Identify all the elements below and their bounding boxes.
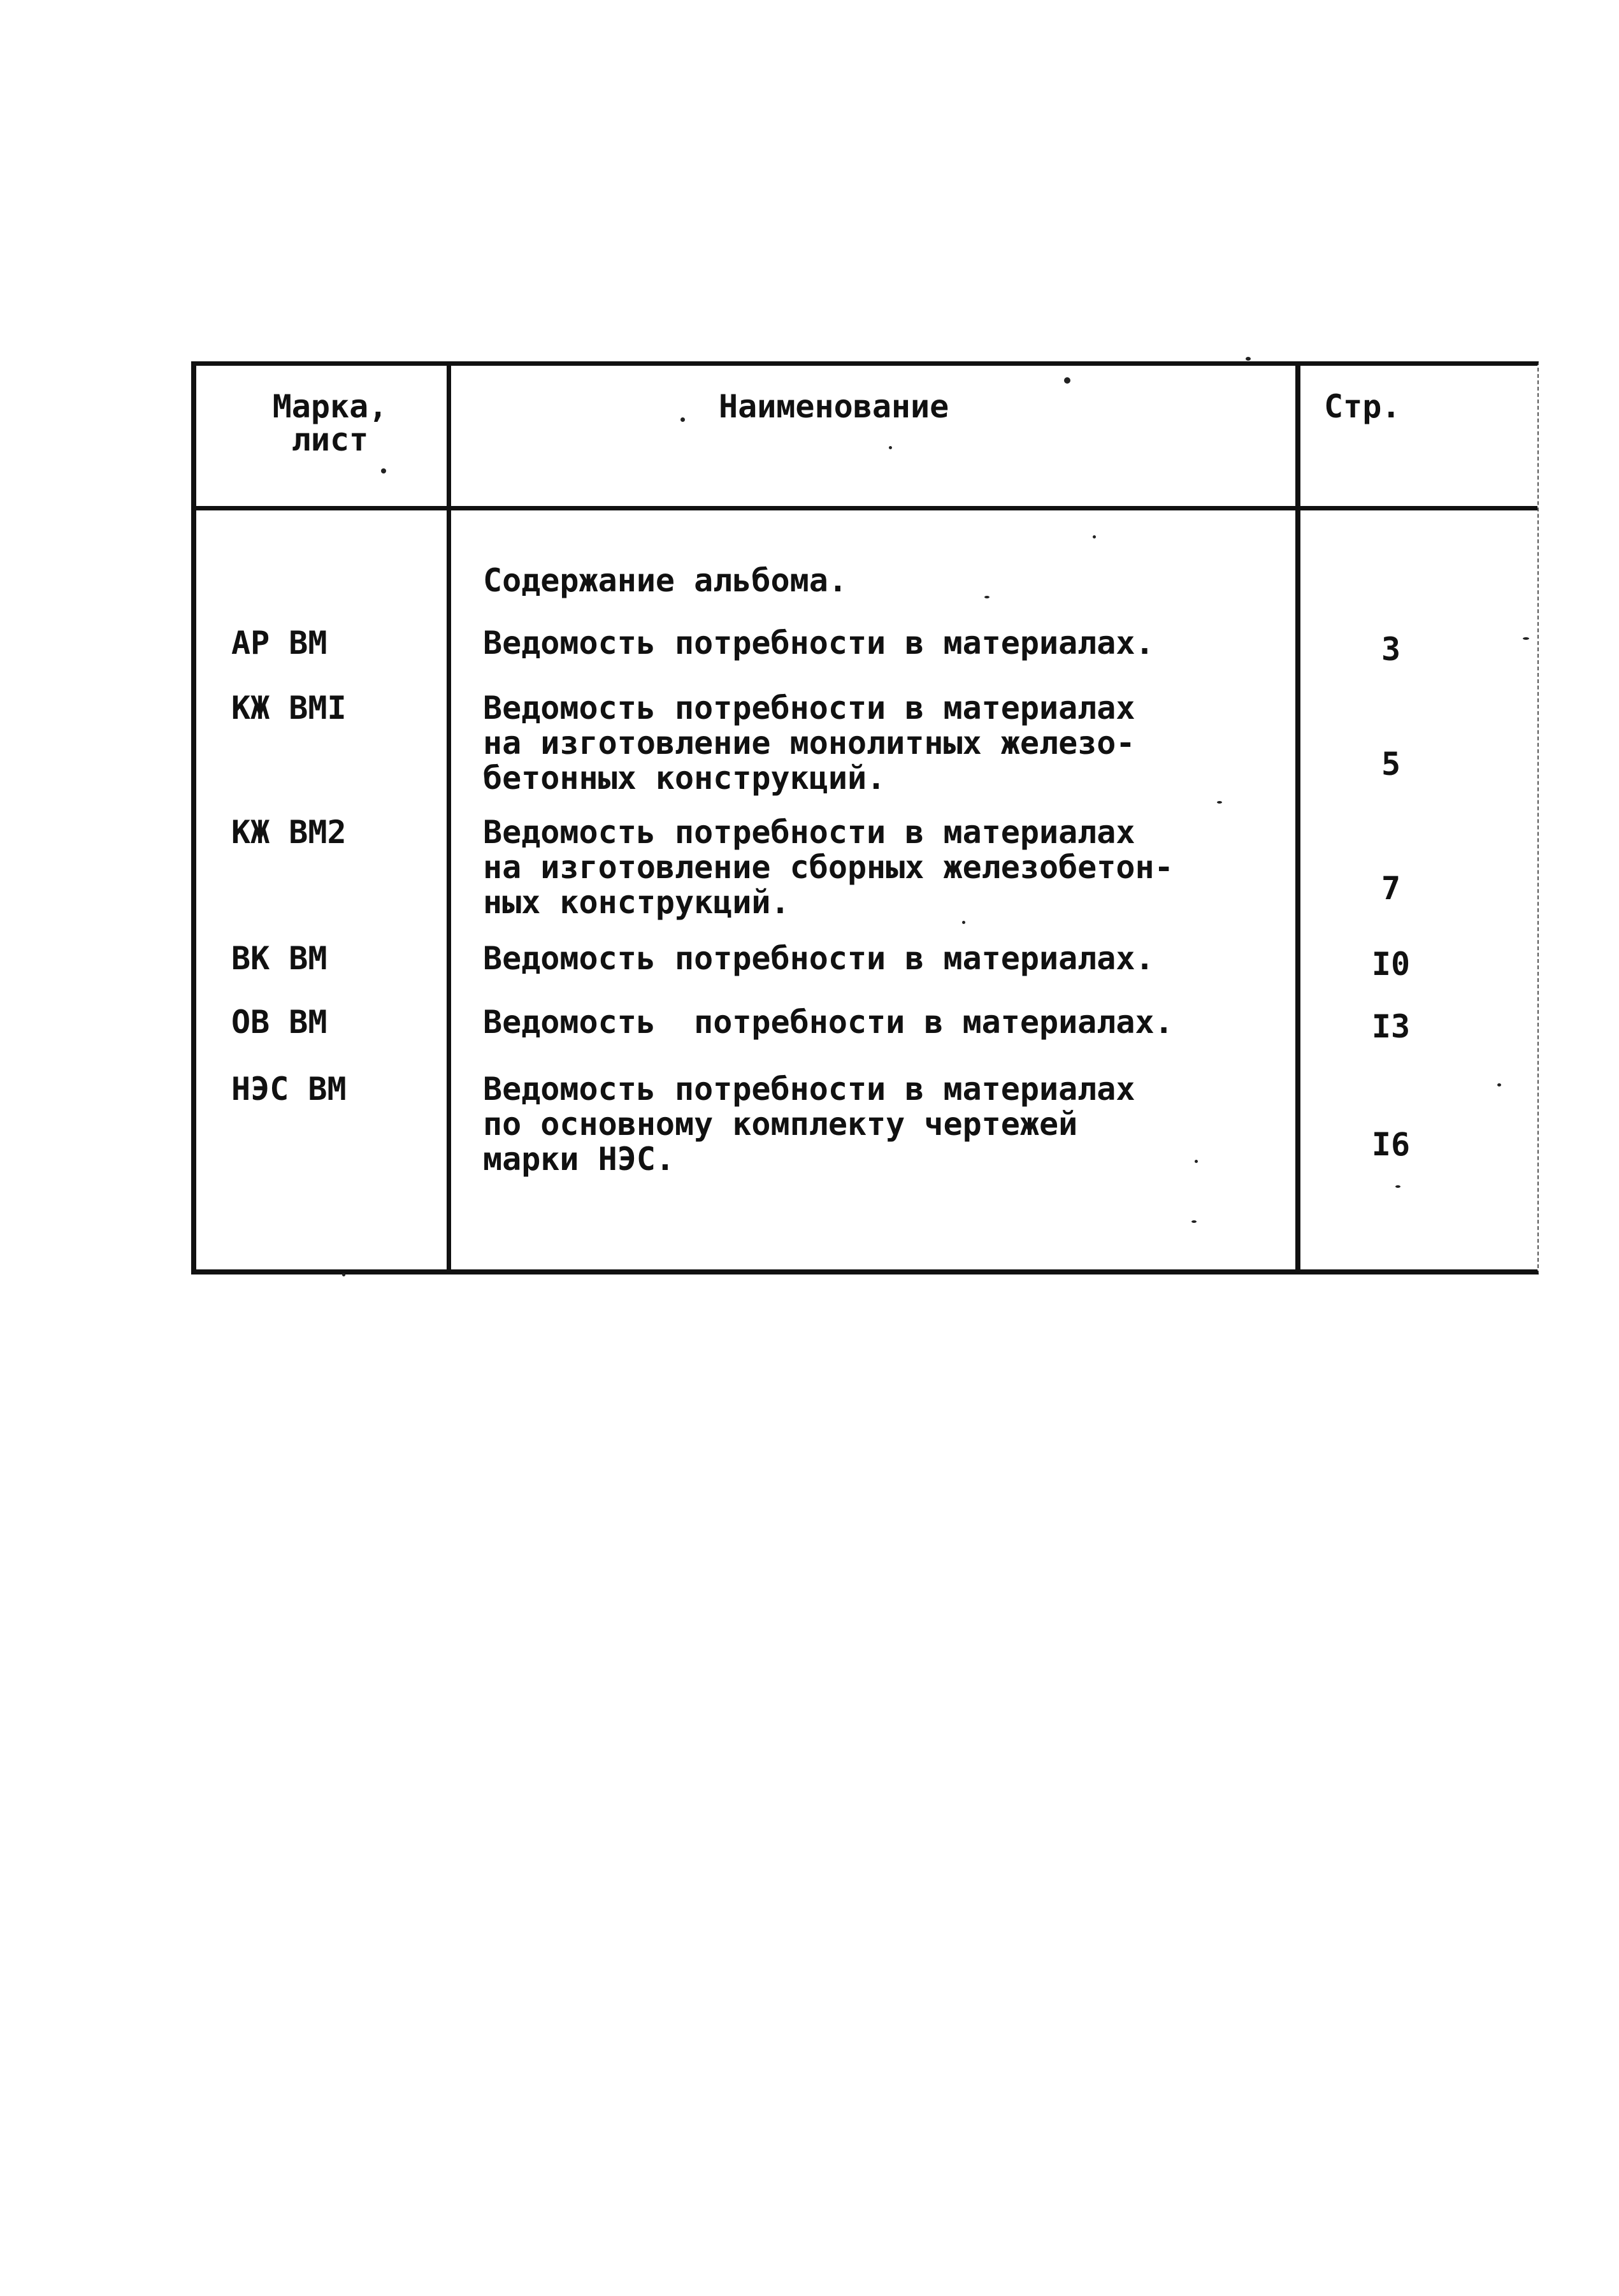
scan-speck (381, 468, 386, 473)
scan-speck (1395, 1185, 1400, 1188)
header-mark: Марка, лист (272, 388, 388, 458)
table-row-name: Ведомость потребности в материалах на изготовление монолитных железо- бетонных конструкций. (483, 690, 1135, 797)
scan-speck (680, 417, 685, 422)
table-row-page: I0 (1371, 946, 1411, 983)
table-row-mark: КЖ ВМI (231, 690, 347, 726)
scan-speck (1064, 377, 1070, 384)
column-divider (447, 366, 451, 1269)
table-row-page: I3 (1371, 1008, 1411, 1045)
header-page: Стр. (1324, 388, 1401, 425)
table-row-mark: ВК ВМ (231, 940, 327, 977)
table-row-mark: НЭС ВМ (231, 1071, 347, 1108)
scan-speck (1093, 535, 1096, 538)
scan-speck (1523, 637, 1529, 640)
scan-speck (1195, 1160, 1198, 1163)
table-row-mark: АР ВМ (231, 625, 327, 661)
column-divider (1295, 366, 1300, 1269)
table-row-page: 7 (1381, 870, 1401, 907)
header-name: Наименование (719, 388, 949, 425)
table-row-name: Ведомость потребности в материалах. (483, 1004, 1174, 1041)
table-row-name: Ведомость потребности в материалах. (483, 625, 1155, 661)
scan-speck (1497, 1083, 1501, 1087)
scan-speck (1246, 357, 1251, 361)
table-row-mark: КЖ ВМ2 (231, 814, 347, 851)
header-divider (196, 506, 1537, 510)
scan-speck (889, 446, 892, 449)
scan-speck (962, 921, 965, 924)
scan-speck (1191, 1220, 1197, 1223)
table-row-name: Ведомость потребности в материалах. (483, 940, 1155, 977)
table-row-page: 5 (1381, 746, 1401, 783)
scan-speck (984, 596, 989, 598)
table-row-mark: ОВ ВМ (231, 1004, 327, 1041)
table-row-name: Ведомость потребности в материалах по основному комплекту чертежей марки НЭС. (483, 1071, 1135, 1178)
table-row-page: I6 (1371, 1126, 1411, 1163)
table-row-name: Ведомость потребности в материалах на изготовление сборных железобетон- ных конструкций. (483, 814, 1174, 921)
scan-speck (342, 1273, 345, 1276)
scan-speck (1217, 801, 1222, 804)
table-row-page: 3 (1381, 631, 1401, 668)
contents-table (191, 361, 1539, 1274)
table-row-name: Содержание альбома. (483, 562, 847, 599)
